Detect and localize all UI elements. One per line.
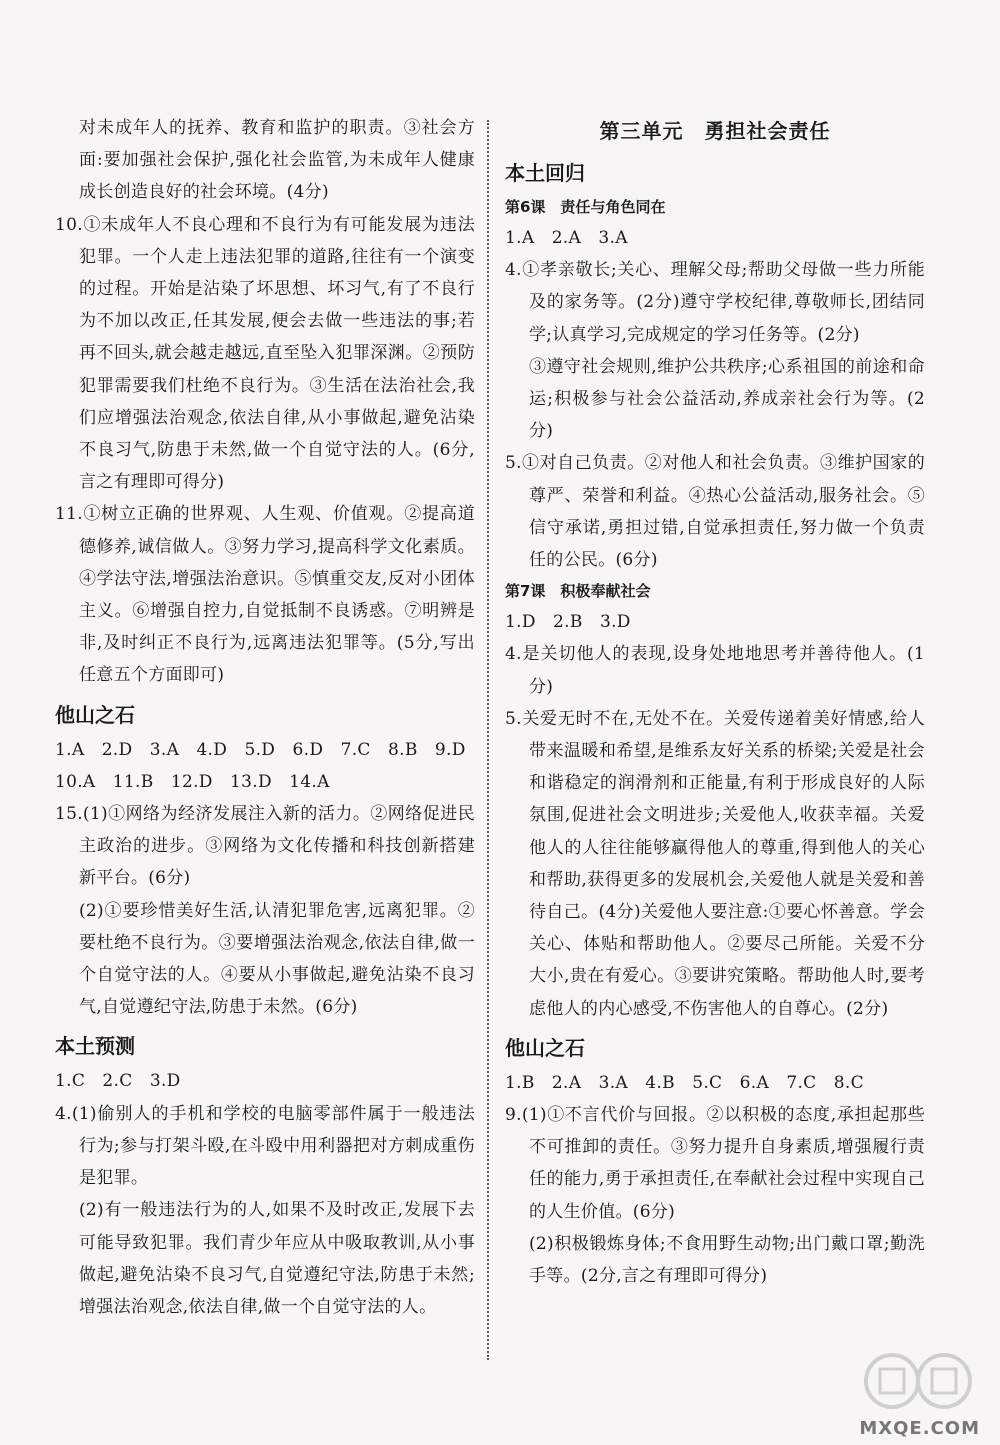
answer-item: 5.①对自己负责。②对他人和社会负责。③维护国家的尊严、荣誉和利益。④热心公益活动,服务社会。⑤信守承诺,勇担过错,自觉承担责任,努力做一个负责任的公民。(6分)	[505, 453, 925, 571]
left-column	[55, 112, 475, 1323]
answer-item: 4.(1)偷别人的手机和学校的电脑零部件属于一般违法行为;参与打架斗殴,在斗殴中用利器把对方刺成重伤是犯罪。	[55, 1103, 475, 1189]
lesson-heading: 第7课 积极奉献社会	[505, 582, 651, 601]
section-heading: 本土回归	[505, 161, 585, 185]
watermark-logo-icon	[852, 1347, 982, 1427]
answer-item: 5.关爱无时不在,无处不在。关爱传递着美好情感,给人带来温暖和希望,是维系友好关系的桥梁;关爱是社会和谐稳定的润滑剂和正能量,有利于形成良好的人际氛围,促进社会文明进步;关爱他人,收获幸福。关爱他人的人往往能够赢得他人的尊重,得到他人的关心和帮助,获得更多的发展机会,关爱他人就是关爱和善待自己。(4分)关爱他人要注意:①要心怀善意。学会关心、体贴和帮助他人。②要尽己所能。关爱不分大小,贵在有爱心。③要讲究策略。帮助他人时,要考虑他人的内心感受,不伤害他人的自尊心。(2分)	[505, 708, 925, 1019]
answer-line: 1.C 2.C 3.D	[55, 1071, 181, 1092]
answer-item: 11.①树立正确的世界观、人生观、价值观。②提高道德修养,诚信做人。③努力学习,提高科学文化素质。④学法守法,增强法治意识。⑤慎重交友,反对小团体主义。⑥增强自控力,自觉抵制不良诱惑。⑦明辨是非,及时纠正不良行为,远离违法犯罪等。(5分,写出任意五个方面即可)	[55, 504, 475, 686]
answer-line: 1.A 2.D 3.A 4.D 5.D 6.D 7.C 8.B 9.D	[55, 739, 466, 760]
answer-line: 1.B 2.A 3.A 4.B 5.C 6.A 7.C 8.C	[505, 1072, 864, 1093]
lesson-heading: 第6课 责任与角色同在	[505, 198, 666, 216]
answer-line: 1.D 2.B 3.D	[505, 612, 631, 633]
answer-line: 1.A 2.A 3.A	[505, 228, 628, 248]
right-column-body	[505, 158, 925, 1292]
answer-line: 10.A 11.B 12.D 13.D 14.A	[55, 771, 330, 792]
answer-continuation: ③遵守社会规则,维护公共秩序;心系祖国的前途和命运;积极参与社会公益活动,养成亲社会行为等。(2分)	[529, 356, 925, 442]
watermark-text: MXQE.COM	[859, 1418, 980, 1439]
right-column	[505, 112, 925, 1292]
column-divider	[487, 120, 489, 1360]
section-heading: 他山之石	[55, 702, 135, 727]
answer-continuation: (2)有一般违法行为的人,如果不及时改正,发展下去可能导致犯罪。我们青少年应从中吸取教训,从小事做起,避免沾染不良习气,自觉遵纪守法,防患于未然;增强法治观念,依法自律,做一个自觉守法的人。	[79, 1200, 475, 1317]
answer-continuation: 对未成年人的抚养、教育和监护的职责。③社会方面:要加强社会保护,强化社会监管,为未成年人健康成长创造良好的社会环境。(4分)	[79, 118, 475, 203]
answer-item: 15.(1)①网络为经济发展注入新的活力。②网络促进民主政治的进步。③网络为文化传播和科技创新搭建新平台。(6分)	[55, 804, 475, 889]
section-heading: 本土预测	[55, 1034, 135, 1059]
section-heading: 他山之石	[505, 1035, 585, 1060]
unit-title: 第三单元 勇担社会责任	[599, 119, 831, 143]
answer-continuation: (2)积极锻炼身体;不食用野生动物;出门戴口罩;勤洗手等。(2分,言之有理即可得分)	[529, 1233, 925, 1287]
answer-item: 4.①孝亲敬长;关心、理解父母;帮助父母做一些力所能及的家务等。(2分)遵守学校纪律,尊敬师长,团结同学;认真学习,完成规定的学习任务等。(2分)	[505, 260, 925, 345]
answer-continuation: (2)①要珍惜美好生活,认清犯罪危害,远离犯罪。②要杜绝不良行为。③要增强法治观念,依法自律,做一个自觉守法的人。④要从小事做起,避免沾染不良习气,自觉遵纪守法,防患于未然。(6分)	[79, 900, 475, 1018]
answer-item: 9.(1)①不言代价与回报。②以积极的态度,承担起那些不可推卸的责任。③努力提升自身素质,增强履行责任的能力,勇于承担责任,在奉献社会过程中实现自己的人生价值。(6分)	[505, 1105, 925, 1222]
answer-item: 10.①未成年人不良心理和不良行为有可能发展为违法犯罪。一个人走上违法犯罪的道路,往往有一个演变的过程。开始是沾染了坏思想、坏习气,有了不良行为不加以改正,任其发展,便会去做一些违法的事;若再不回头,就会越走越远,直至坠入犯罪深渊。②预防犯罪需要我们杜绝不良行为。③生活在法治社会,我们应增强法治观念,依法自律,从小事做起,避免沾染不良习气,防患于未然,做一个自觉守法的人。(6分,言之有理即可得分)	[55, 214, 475, 493]
answer-item: 4.是关切他人的表现,设身处地地思考并善待他人。(1分)	[505, 644, 925, 697]
